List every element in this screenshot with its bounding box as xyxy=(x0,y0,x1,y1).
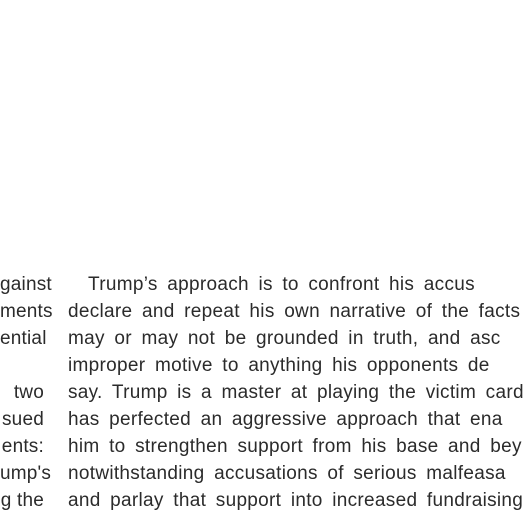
left-text-line xyxy=(0,352,44,379)
right-text-line: him to strengthen support from his base and bey xyxy=(68,436,522,457)
right-text-line: notwithstanding accusations of serious malfeasa xyxy=(68,463,506,484)
left-text-line: sued xyxy=(1,409,44,430)
right-text-line: has perfected an aggressive approach that ena xyxy=(68,409,503,430)
left-text-line: ents: xyxy=(1,436,44,457)
right-text-line: improper motive to anything his opponents de xyxy=(68,355,490,376)
paragraph-first-line: Trump’s approach is to confront his accus xyxy=(88,274,475,295)
right-text-column xyxy=(68,271,524,514)
right-text-line: may or may not be grounded in truth, and asc xyxy=(68,328,501,349)
left-text-line: ential xyxy=(0,328,47,349)
right-text-line: declare and repeat his own narrative of the facts xyxy=(68,301,521,322)
right-text-line: say. Trump is a master at playing the victim card xyxy=(68,382,524,403)
left-text-column xyxy=(0,271,53,514)
left-text-line: ump's xyxy=(0,463,52,484)
right-text-line: and parlay that support into increased fundraising xyxy=(68,490,524,511)
left-text-line: ments xyxy=(0,301,53,322)
left-text-line: two xyxy=(13,382,44,403)
left-text-line: g the xyxy=(0,490,44,511)
left-text-line: gainst xyxy=(0,274,52,295)
